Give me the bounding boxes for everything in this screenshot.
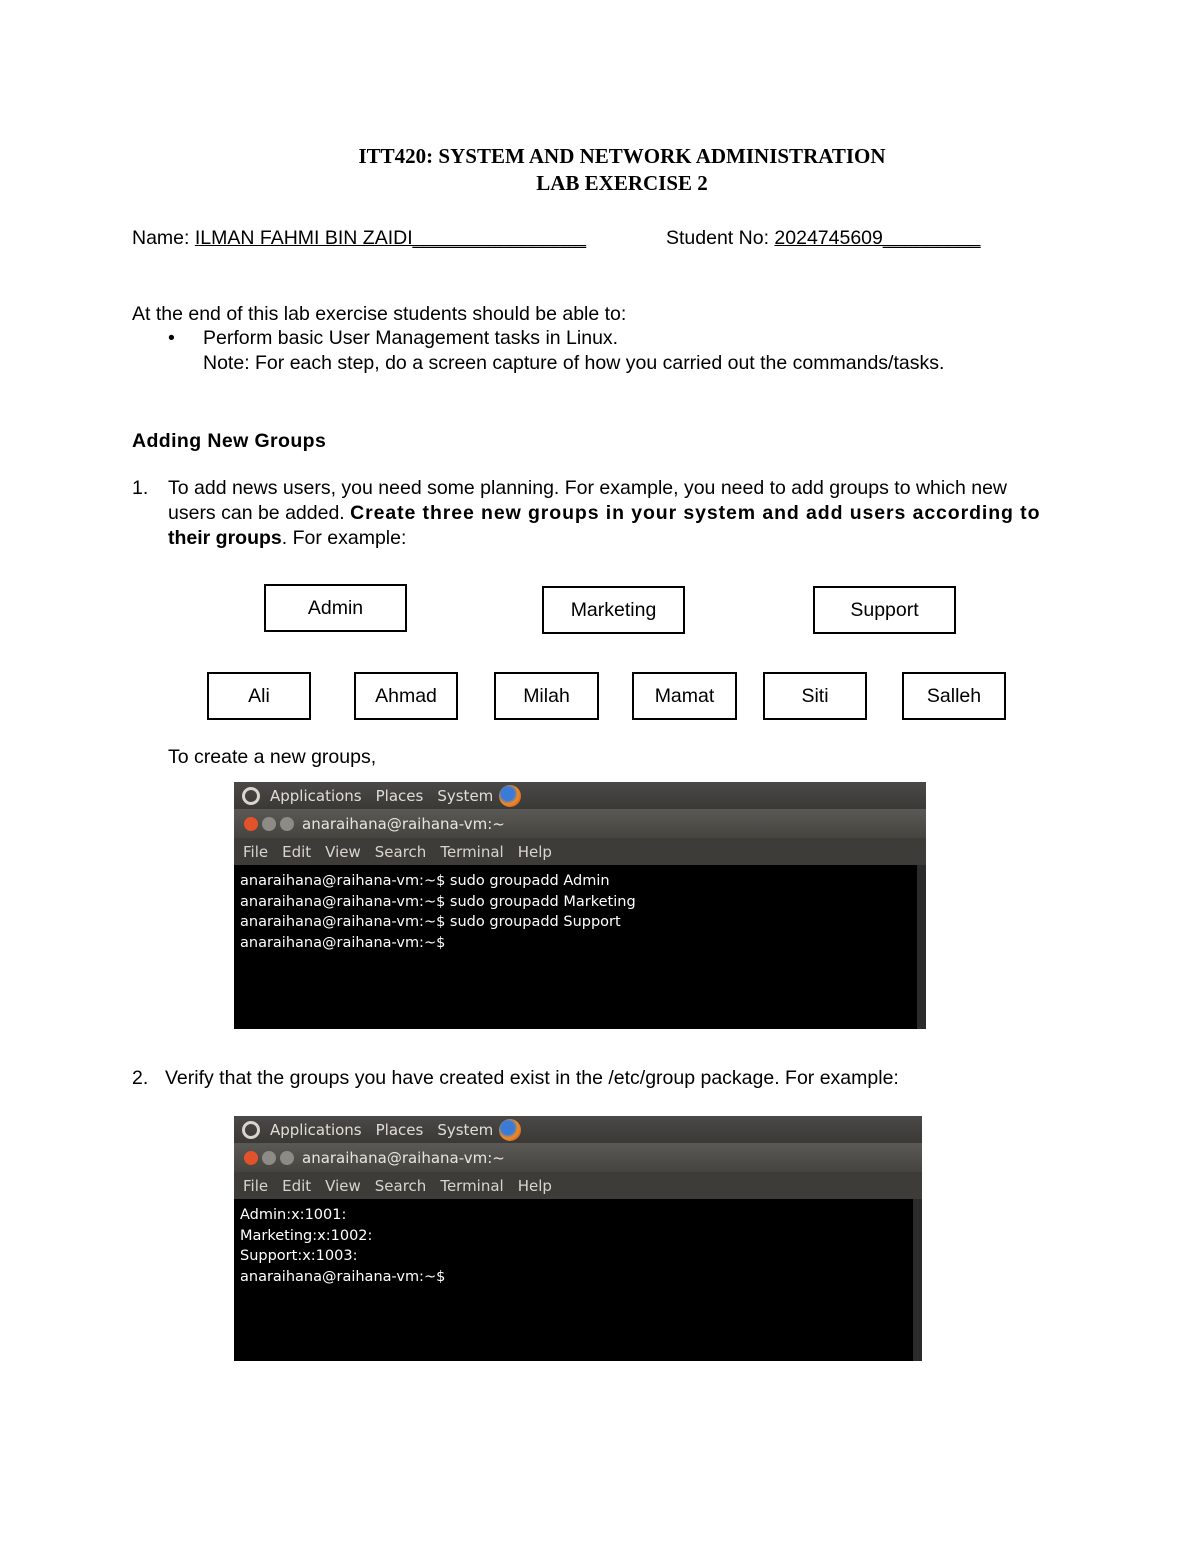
minimize-icon[interactable]	[262, 1151, 276, 1165]
step1-line2	[168, 501, 1040, 526]
user-box-milah: Milah	[494, 672, 599, 720]
maximize-icon[interactable]	[280, 817, 294, 831]
user-box-ali: Ali	[207, 672, 311, 720]
name-value: ILMAN FAHMI BIN ZAIDI________________	[194, 227, 587, 249]
objective-note: Note: For each step, do a screen capture of how you carried out the commands/tasks.	[203, 352, 945, 374]
user-box-salleh: Salleh	[902, 672, 1006, 720]
step2-text: Verify that the groups you have created exist in the /etc/group package. For example:	[165, 1067, 899, 1089]
step1-line2-normal: users can be added.	[168, 502, 345, 524]
terminal-line: anaraihana@raihana-vm:~$ sudo groupadd Support	[240, 914, 621, 930]
panel-menu-places[interactable]: Places	[375, 1120, 424, 1139]
terminal-line: anaraihana@raihana-vm:~$ sudo groupadd Admin	[240, 873, 610, 889]
menu-search[interactable]: Search	[374, 1176, 427, 1195]
terminal-line: anaraihana@raihana-vm:~$	[240, 1268, 446, 1285]
step1-caption: To create a new groups,	[168, 746, 377, 768]
user-box-ahmad: Ahmad	[354, 672, 458, 720]
panel-menu-applications[interactable]: Applications	[270, 1120, 362, 1139]
student-no-row	[666, 226, 980, 251]
menu-file[interactable]: File	[243, 1176, 269, 1195]
window-title: anaraihana@raihana-vm:~	[302, 814, 505, 833]
menu-edit[interactable]: Edit	[282, 1176, 312, 1195]
panel-menu-system[interactable]: System	[437, 786, 494, 805]
terminal-line: anaraihana@raihana-vm:~$ sudo groupadd Marketing	[240, 893, 636, 910]
menu-help[interactable]: Help	[517, 1176, 552, 1195]
step1-line1: To add news users, you need some planning. For example, you need to add groups to which new	[168, 477, 1008, 499]
terminal-screenshot-1	[234, 782, 926, 1029]
menu-view[interactable]: View	[325, 842, 361, 861]
menu-file[interactable]: File	[243, 842, 269, 861]
terminal-output[interactable]	[234, 865, 917, 1029]
window-titlebar	[234, 1143, 922, 1172]
terminal-line: Marketing:x:1002:	[240, 1227, 373, 1244]
menu-help[interactable]: Help	[517, 842, 552, 861]
step1-number: 1.	[132, 477, 149, 499]
menu-view[interactable]: View	[325, 1176, 361, 1195]
group-box-admin: Admin	[264, 584, 407, 632]
maximize-icon[interactable]	[280, 1151, 294, 1165]
student-no-value: 2024745609_________	[774, 227, 981, 249]
document-title: ITT420: SYSTEM AND NETWORK ADMINISTRATION	[358, 144, 886, 168]
group-box-support: Support	[813, 586, 956, 634]
objectives-intro: At the end of this lab exercise students should be able to:	[132, 303, 627, 325]
name-row	[132, 226, 586, 251]
terminal-screenshot-2	[234, 1116, 922, 1361]
terminal-menubar	[234, 838, 926, 865]
panel-menu-places[interactable]: Places	[375, 786, 424, 805]
close-icon[interactable]	[244, 817, 258, 831]
step1-line3	[168, 526, 406, 551]
firefox-icon[interactable]	[499, 1119, 521, 1141]
terminal-output[interactable]	[234, 1199, 913, 1361]
top-panel	[234, 782, 926, 809]
objective-bullet: Perform basic User Management tasks in Linux.	[203, 327, 619, 349]
menu-terminal[interactable]: Terminal	[440, 1176, 504, 1195]
panel-menu-applications[interactable]: Applications	[270, 786, 362, 805]
bullet-marker: •	[168, 327, 175, 349]
menu-search[interactable]: Search	[374, 842, 427, 861]
ubuntu-logo-icon	[242, 787, 260, 805]
panel-menu-system[interactable]: System	[437, 1120, 494, 1139]
menu-terminal[interactable]: Terminal	[440, 842, 504, 861]
window-titlebar	[234, 809, 926, 838]
close-icon[interactable]	[244, 1151, 258, 1165]
terminal-scrollbar[interactable]	[913, 1199, 922, 1361]
step1-line3-normal: . For example:	[281, 527, 407, 549]
window-title: anaraihana@raihana-vm:~	[302, 1148, 505, 1167]
terminal-line: Support:x:1003:	[240, 1248, 358, 1264]
group-box-marketing: Marketing	[542, 586, 685, 634]
terminal-line: Admin:x:1001:	[240, 1207, 347, 1223]
menu-edit[interactable]: Edit	[282, 842, 312, 861]
firefox-icon[interactable]	[499, 785, 521, 807]
student-no-label: Student No:	[666, 227, 769, 249]
document-subtitle: LAB EXERCISE 2	[536, 171, 708, 195]
user-box-siti: Siti	[763, 672, 867, 720]
terminal-scrollbar[interactable]	[917, 865, 926, 1029]
top-panel	[234, 1116, 922, 1143]
name-label: Name:	[132, 227, 190, 249]
step1-line2-bold: Create three new groups in your system and add users according to	[350, 502, 1041, 524]
step2-number: 2.	[132, 1067, 149, 1089]
terminal-line: anaraihana@raihana-vm:~$	[240, 934, 446, 951]
section-heading: Adding New Groups	[132, 430, 327, 452]
ubuntu-logo-icon	[242, 1121, 260, 1139]
step1-line3-bold: their groups	[168, 527, 282, 549]
minimize-icon[interactable]	[262, 817, 276, 831]
terminal-menubar	[234, 1172, 922, 1199]
user-box-mamat: Mamat	[632, 672, 737, 720]
